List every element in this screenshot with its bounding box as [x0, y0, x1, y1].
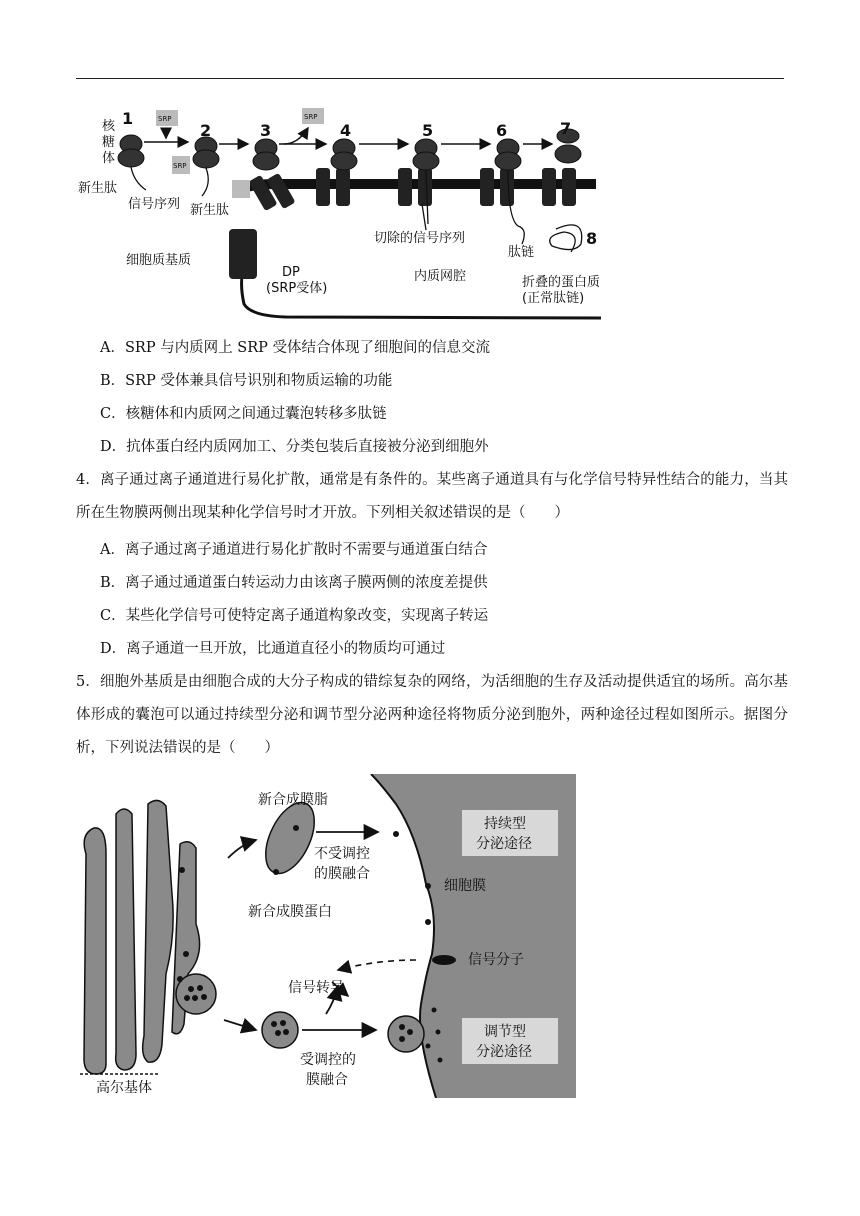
q5-stem: 5．细胞外基质是由细胞合成的大分子构成的错综复杂的网络，为活细胞的生存及活动提供适宜的场所。高尔基体形成的囊泡可以通过持续型分泌和调节型分泌两种途径将物质分泌到胞外，两种途径过程如图所示。据图分析，下列说法错误的是（ ）: [76, 674, 788, 756]
svg-text:5: 5: [422, 121, 434, 140]
label-ribosome-1: 核: [102, 119, 116, 134]
q4-option-b: B．离子通过通道蛋白转运动力由该离子膜两侧的浓度差提供: [100, 575, 488, 591]
svg-text:糖: 糖: [102, 135, 116, 150]
svg-text:新生肽: 新生肽: [78, 181, 118, 196]
header-rule: [76, 78, 784, 79]
svg-text:新生肽: 新生肽: [190, 203, 230, 218]
golgi-cisterna-1: [84, 828, 106, 1074]
svg-text:信号转导: 信号转导: [288, 980, 344, 996]
svg-text:受调控的: 受调控的: [300, 1052, 356, 1068]
svg-text:8: 8: [586, 229, 598, 248]
q3-option-a: A．SRP 与内质网上 SRP 受体结合体现了细胞间的信息交流: [100, 340, 491, 356]
svg-text:高尔基体: 高尔基体: [96, 1080, 152, 1096]
svg-text:分泌途径: 分泌途径: [476, 836, 532, 852]
signal-molecule: [432, 955, 456, 965]
regulated-vesicle: [262, 1012, 298, 1048]
svg-text:SRP: SRP: [158, 115, 172, 123]
svg-text:信号序列: 信号序列: [128, 197, 181, 212]
svg-text:(SRP受体): (SRP受体): [266, 281, 328, 296]
label-new-lipid: 新合成膜脂: [258, 792, 328, 808]
svg-text:膜融合: 膜融合: [306, 1072, 348, 1088]
svg-text:SRP: SRP: [173, 162, 187, 170]
svg-text:体: 体: [102, 151, 116, 166]
q4-option-a: A．离子通过离子通道进行易化扩散时不需要与通道蛋白结合: [100, 542, 488, 558]
svg-text:肽链: 肽链: [508, 245, 535, 260]
svg-text:4: 4: [340, 121, 352, 140]
svg-text:分泌途径: 分泌途径: [476, 1044, 532, 1060]
svg-text:SRP: SRP: [304, 113, 318, 121]
svg-text:折叠的蛋白质: 折叠的蛋白质: [522, 275, 601, 290]
svg-text:信号分子: 信号分子: [468, 952, 524, 968]
svg-text:细胞膜: 细胞膜: [444, 878, 486, 894]
svg-text:的膜融合: 的膜融合: [314, 866, 370, 882]
q3-option-d: D．抗体蛋白经内质网加工、分类包装后直接被分泌到细胞外: [100, 439, 489, 455]
svg-text:3: 3: [260, 121, 272, 140]
q3-option-c: C．核糖体和内质网之间通过囊泡转移多肽链: [100, 406, 387, 422]
svg-text:内质网腔: 内质网腔: [414, 269, 467, 284]
q4-option-d: D．离子通道一旦开放，比通道直径小的物质均可通过: [100, 641, 446, 657]
svg-text:调节型: 调节型: [484, 1024, 526, 1040]
svg-text:7: 7: [560, 119, 572, 138]
svg-text:切除的信号序列: 切除的信号序列: [374, 231, 466, 246]
svg-text:细胞质基质: 细胞质基质: [126, 253, 192, 268]
dp-receptor: [229, 229, 257, 279]
svg-text:DP: DP: [282, 265, 300, 280]
svg-text:2: 2: [200, 121, 212, 140]
svg-text:不受调控: 不受调控: [314, 846, 370, 862]
q4-option-c: C．某些化学信号可使特定离子通道构象改变，实现离子转运: [100, 608, 489, 624]
secretion-pathways-figure: [76, 774, 576, 1098]
step-1: 1: [122, 109, 134, 128]
svg-text:新合成膜蛋白: 新合成膜蛋白: [248, 904, 332, 920]
srp-translocation-figure: [76, 104, 636, 324]
q3-option-b: B．SRP 受体兼具信号识别和物质运输的功能: [100, 373, 393, 389]
svg-text:(正常肽链): (正常肽链): [522, 291, 585, 306]
svg-text:6: 6: [496, 121, 508, 140]
svg-text:持续型: 持续型: [484, 816, 526, 832]
q4-stem: 4．离子通过离子通道进行易化扩散，通常是有条件的。某些离子通道具有与化学信号特异性结合的能力，当其所在生物膜两侧出现某种化学信号时才开放。下列相关叙述错误的是（ ）: [76, 472, 788, 521]
